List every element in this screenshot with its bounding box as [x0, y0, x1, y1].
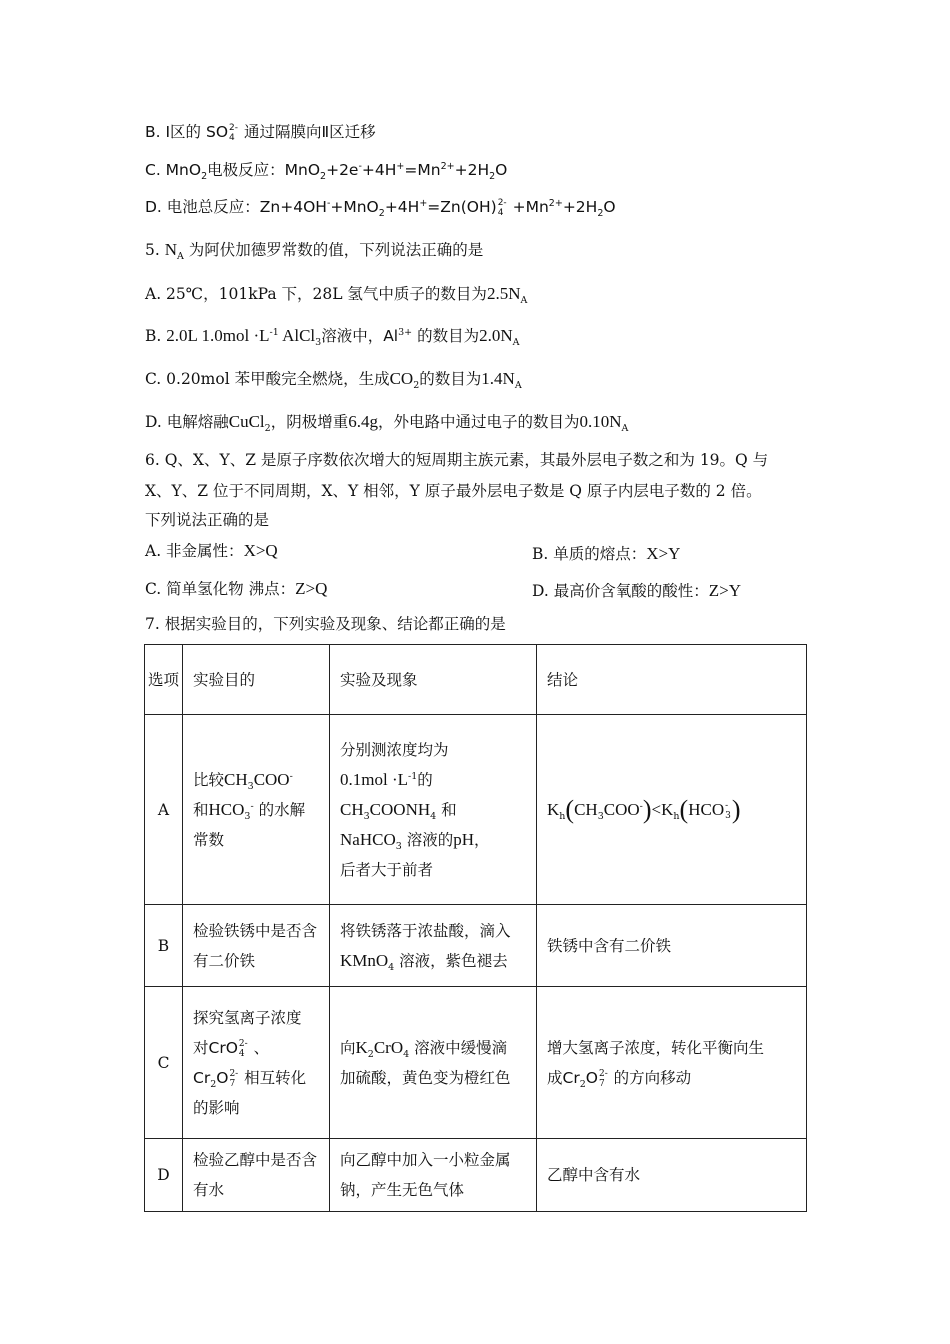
- q6-stem-line3: 下列说法正确的是: [145, 511, 270, 529]
- q4-option-b: B. Ⅰ区的 SO 2- 4 通过隔膜向Ⅱ区迁移: [145, 122, 376, 143]
- header-experiment: 实验及现象: [330, 645, 537, 715]
- row-a-option: A: [145, 715, 183, 905]
- row-b-conclusion: 铁锈中含有二价铁: [537, 905, 807, 987]
- row-c-experiment: 向$K_2CrO_4$ 溶液中缓慢滴 加硫酸，黄色变为橙红色: [330, 987, 537, 1139]
- q4-option-d: D. 电池总反应：Zn+4OH-+MnO$_2$+4H+=Zn(OH) 2- 4 $+Mn^{2+}+2H_2O$: [145, 197, 616, 220]
- q5-stem: 5. $N_A$ 为阿伏加德罗常数的值，下列说法正确的是: [145, 240, 484, 263]
- table-row: [145, 715, 807, 905]
- row-a-purpose: 比较$CH_3COO^-$ 和$HCO_3^-$ 的水解常数: [183, 715, 330, 905]
- q4-option-c: C. MnO$_2$电极反应：$MnO_2+2e^-+4H^+=Mn^{2+}+2H_2O$: [145, 160, 508, 183]
- row-c-purpose: 探究氢离子浓度 对CrO 2- 4 、 $Cr_2O$ 2- 7 相互转化 的影响: [183, 987, 330, 1139]
- table-row: [145, 905, 807, 987]
- header-conclusion: 结论: [537, 645, 807, 715]
- q5-option-b: B. 2.0L $1.0mol \cdot L^{-1}$ AlCl$_3$溶液中，$Al^{3+}$ 的数目为$2.0N_A$: [145, 326, 520, 349]
- q6-option-a: A. 非金属性：X>Q: [145, 541, 278, 560]
- row-d-experiment: 向乙醇中加入一小粒金属钠，产生无色气体: [330, 1139, 537, 1212]
- row-c-option: C: [145, 987, 183, 1139]
- row-a-conclusion: $K_h(CH_3COO^-)<K_h(HCO$ - 3 ): [537, 715, 807, 905]
- row-b-option: B: [145, 905, 183, 987]
- row-b-experiment: 将铁锈落于浓盐酸，滴入 KMnO$_4$ 溶液，紫色褪去: [330, 905, 537, 987]
- table-row: [145, 987, 807, 1139]
- q6-option-d: D. 最高价含氧酸的酸性：Z>Y: [532, 581, 741, 600]
- table-header-row: [145, 645, 807, 715]
- q5-option-a: A. 25℃，101kPa 下，28L 氢气中质子的数目为$2.5N_A$: [145, 284, 528, 307]
- q5-option-d: D. 电解熔融CuCl$_2$，阴极增重6.4g，外电路中通过电子的数目为$0.10N_A$: [145, 412, 629, 435]
- q5-option-c: C. 0.20mol 苯甲酸完全燃烧，生成$CO_2$的数目为$1.4N_A$: [145, 369, 522, 392]
- header-option: 选项: [145, 645, 183, 715]
- table-row: [145, 1139, 807, 1212]
- row-b-purpose: 检验铁锈中是否含有二价铁: [183, 905, 330, 987]
- q7-stem: 7. 根据实验目的，下列实验及现象、结论都正确的是: [145, 615, 506, 633]
- q6-option-c: C. 简单氢化物 沸点：Z>Q: [145, 579, 328, 598]
- header-purpose: 实验目的: [183, 645, 330, 715]
- row-d-option: D: [145, 1139, 183, 1212]
- q6-stem-line2: X、Y、Z 位于不同周期，X、Y 相邻，Y 原子最外层电子数是 Q 原子内层电子数的 2 倍。: [145, 482, 762, 500]
- q6-stem-line1: 6. Q、X、Y、Z 是原子序数依次增大的短周期主族元素，其最外层电子数之和为 19。Q 与: [145, 451, 769, 469]
- q6-option-b: B. 单质的熔点：X>Y: [532, 544, 681, 563]
- row-d-conclusion: 乙醇中含有水: [537, 1139, 807, 1212]
- row-a-experiment: 分别测浓度均为 $0.1mol \cdot L^{-1}$的 $CH_3COONH_4$ 和 NaHCO$_3$ 溶液的pH， 后者大于前者: [330, 715, 537, 905]
- row-c-conclusion: 增大氢离子浓度，转化平衡向生 成$Cr_2O$ 2- 7 的方向移动: [537, 987, 807, 1139]
- experiment-table: [144, 644, 807, 1212]
- row-d-purpose: 检验乙醇中是否含有水: [183, 1139, 330, 1212]
